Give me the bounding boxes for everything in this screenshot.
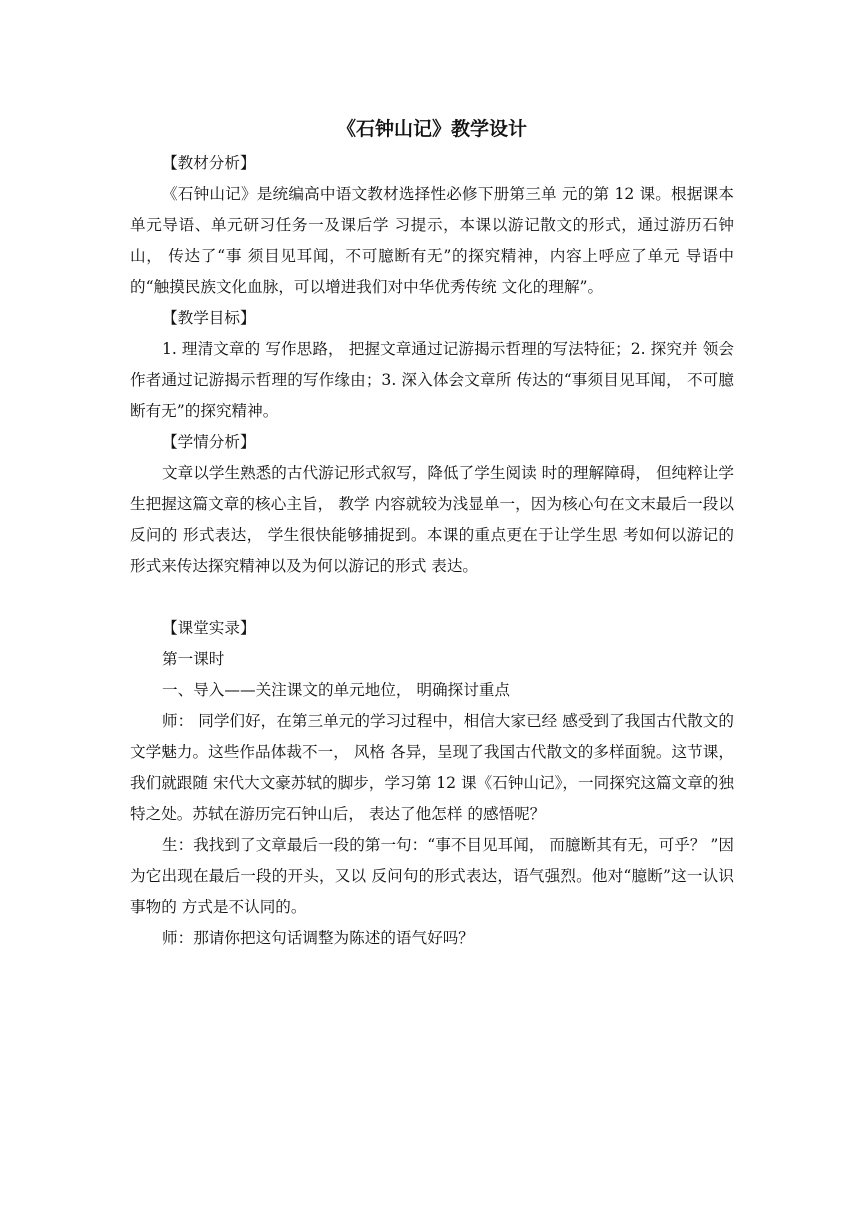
paragraph-material-analysis: 《石钟山记》是统编高中语文教材选择性必修下册第三单 元的第 12 课。根据课本单元导语、单元研习任务一及课后学 习提示，本课以游记散文的形式，通过游历石钟山， 传达了“事 须目见耳闻，不可臆断有无”的探究精神，内容上呼应了单元 导语中的“触摸民族文化血脉，可以增进我们对中华优秀传统 文化的理解”。 bbox=[130, 185, 734, 296]
section-heading-teaching-goals: 【教学目标】 bbox=[162, 309, 256, 327]
part-title: 一、导入——关注课文的单元地位， 明确探讨重点 bbox=[162, 681, 511, 699]
section-heading-student-analysis: 【学情分析】 bbox=[162, 433, 256, 451]
dialogue-teacher-question: 师：那请你把这句话调整为陈述的语气好吗？ bbox=[162, 929, 474, 947]
section-heading-material-analysis: 【教材分析】 bbox=[162, 154, 256, 172]
dialogue-teacher-intro: 师： 同学们好，在第三单元的学习过程中，相信大家已经 感受到了我国古代散文的文学魅力。这些作品体裁不一， 风格 各异，呈现了我国古代散文的多样面貌。这节课，我们就跟随 宋代大文豪苏轼的脚步，学习第 12 课《石钟山记》，一同探究这篇文章的独特之处。苏轼在游历完石钟山后， 表达了他怎样 的感悟呢？ bbox=[130, 712, 734, 823]
lesson-label: 第一课时 bbox=[162, 650, 225, 668]
paragraph-student-analysis: 文章以学生熟悉的古代游记形式叙写，降低了学生阅读 时的理解障碍， 但纯粹让学生把握这篇文章的核心主旨， 教学 内容就较为浅显单一，因为核心句在文末最后一段以反问的 形式表达， 学生很快能够捕捉到。本课的重点更在于让学生思 考如何以游记的形式来传达探究精神以及为何以游记的形式 表达。 bbox=[130, 464, 734, 575]
document-title: 《石钟山记》教学设计 bbox=[336, 118, 527, 140]
paragraph-teaching-goals: 1. 理清文章的 写作思路， 把握文章通过记游揭示哲理的写法特征；2. 探究并 领会作者通过记游揭示哲理的写作缘由；3. 深入体会文章所 传达的“事须目见耳闻， 不可臆断有无”的探究精神。 bbox=[130, 340, 734, 420]
blank-line bbox=[130, 582, 734, 613]
section-heading-classroom-record: 【课堂实录】 bbox=[162, 619, 256, 637]
document-body bbox=[130, 112, 734, 954]
dialogue-student-answer: 生：我找到了文章最后一段的第一句：“事不目见耳闻， 而臆断其有无，可乎？ ”因为它出现在最后一段的开头，又以 反问句的形式表达，语气强烈。他对“臆断”这一认识事物的 方式是不认同的。 bbox=[130, 836, 734, 916]
